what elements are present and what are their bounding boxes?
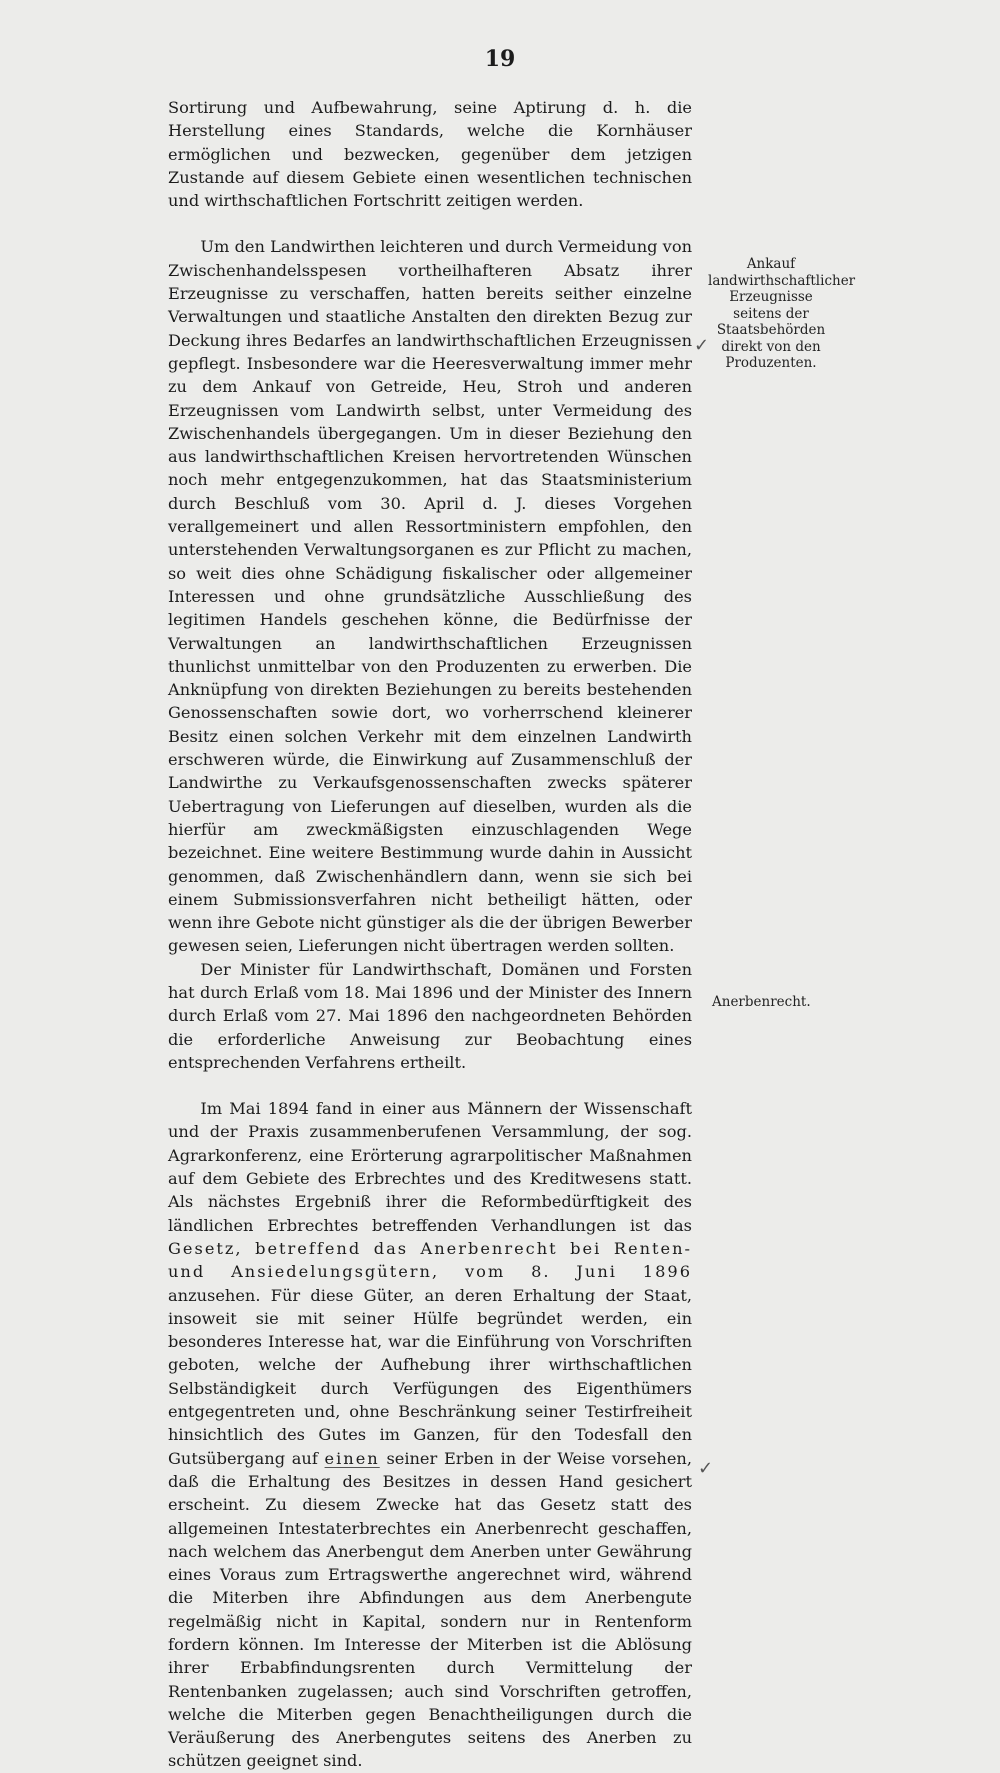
law-title: Gesetz, betreffend das Anerbenrecht bei Renten- und Ansiedelungsgütern, vom 8. Juni 1896 (168, 1238, 692, 1282)
paragraph-ankauf: Um den Landwirthen leichteren und durch Vermeidung von Zwischenhandelsspesen vortheilhafteren Absatz ihrer Erzeugnisse zu verschaffen, hatten bereits seither einzelne Verwaltungen und staatliche Anstalten den direkten Bezug zur Deckung ihres Bedarfes an landwirthschaftlichen Erzeugnissen gepflegt. Insbesondere war die Heeresverwaltung immer mehr zu dem Ankauf von Getreide, Heu, Stroh und anderen Erzeugnissen vom Landwirth selbst, unter Vermeidung des Zwischenhandels übergegangen. Um in dieser Beziehung den aus landwirthschaftlichen Kreisen hervortretenden Wünschen noch mehr entgegenzukommen, hat das Staatsministerium durch Beschluß vom 30. April d. J. dieses Vorgehen verallgemeinert und allen Ressortministern empfohlen, den unterstehenden Verwaltungsorganen es zur Pflicht zu machen, so weit dies ohne Schädigung fiskalischer oder allgemeiner Interessen und ohne grundsätzliche Ausschließung des legitimen Handels geschehen könne, die Bedürfnisse der Verwaltungen an landwirthschaftlichen Erzeugnissen thunlichst unmittelbar von den Produzenten zu erwerben. Die Anknüpfung von direkten Beziehungen zu bereits bestehenden Genossenschaften sowie dort, wo vorherrschend kleinerer Besitz einen solchen Verkehr mit dem einzelnen Landwirth erschweren würde, die Einwirkung auf Zusammenschluß der Landwirthe zu Verkaufsgenossenschaften zwecks späterer Uebertragung von Lieferungen auf dieselben, wurden als die hierfür am zweckmäßigsten einzuschlagenden Wege bezeichnet. Eine weitere Bestimmung wurde dahin in Aussicht genommen, daß Zwischenhändlern dann, wenn sie sich bei einem Submissionsverfahren nicht betheiligt hätten, oder wenn ihre Gebote nicht günstiger als die der übrigen Bewerber gewesen seien, Lieferungen nicht übertragen werden sollten. (168, 237, 692, 956)
emphasis-einen: einen (324, 1448, 380, 1468)
paragraph-continued: Sortirung und Aufbewahrung, seine Aptirung d. h. die Herstellung eines Standards, welche die Kornhäuser ermöglichen und bezwecken, gegenüber dem jetzigen Zustande auf diesem Gebiete einen wesentlichen technischen und wirthschaftlichen Fortschritt zeitigen werden. (168, 98, 692, 211)
pencil-check-mark-icon: ✓ (698, 1458, 714, 1479)
pencil-check-mark-icon: ✓ (694, 335, 710, 356)
paragraph-anerbenrecht (168, 1097, 692, 1773)
margin-note-ankauf: Ankauf landwirthschaftlicher Erzeugnisse seitens der Staatsbehörden direkt von den Produzenten. (708, 256, 856, 371)
paragraph-erlass: Der Minister für Landwirthschaft, Domänen und Forsten hat durch Erlaß vom 18. Mai 1896 und der Minister des Innern durch Erlaß vom 27. Mai 1896 den nachgeordneten Behörden die erforderliche Anweisung zur Beobachtung eines entsprechenden Verfahrens ertheilt. (168, 959, 692, 1072)
main-text-column (168, 96, 692, 1773)
anerbenrecht-text: anzusehen. Für diese Güter, an deren Erhaltung der Staat, insoweit sie mit seiner Hülfe begründet werden, ein besonderes Interesse hat, war die Einführung von Vorschriften geboten, welche der Aufhebung ihrer wirthschaftlichen Selbständigkeit durch Verfügungen des Eigenthümers entgegentreten und, ohne Beschränkung seiner Testirfreiheit hinsichtlich des Gutes im Ganzen, für den Todesfall den Gutsübergang auf (168, 1285, 692, 1468)
page-number: 19 (484, 46, 516, 72)
anerbenrecht-text-cont: seiner Erben in der Weise vorsehen, daß die Erhaltung des Besitzes in dessen Hand gesichert erscheint. Zu diesem Zwecke hat das Gesetz statt des allgemeinen Intestaterbrechtes ein Anerbenrecht geschaffen, nach welchem das Anerbengut dem Anerben unter Gewährung eines Voraus zum Ertragswerthe angerechnet wird, während die Miterben ihre Abfindungen aus dem Anerbengute regelmäßig nicht in Kapital, sondern nur in Rentenform fordern können. Im Interesse der Miterben ist die Ablösung ihrer Erbabfindungsrenten durch Vermittelung der Rentenbanken zugelassen; auch sind Vorschriften getroffen, welche die Miterben gegen Benachtheiligungen durch die Veräußerung des Anerbengutes seitens des Anerben zu schützen geeignet sind. (168, 1448, 692, 1771)
margin-note-anerbenrecht: Anerbenrecht. (712, 994, 811, 1010)
agrarkonferenz-text: Im Mai 1894 fand in einer aus Männern der Wissenschaft und der Praxis zusammenberufenen Versammlung, der sog. Agrarkonferenz, eine Erörterung agrarpolitischer Maßnahmen auf dem Gebiete des Erbrechtes und des Kreditwesens statt. Als nächstes Ergebniß ihrer die Reformbedürftigkeit des ländlichen Erbrechtes betreffenden Verhandlungen ist das (168, 1099, 692, 1235)
